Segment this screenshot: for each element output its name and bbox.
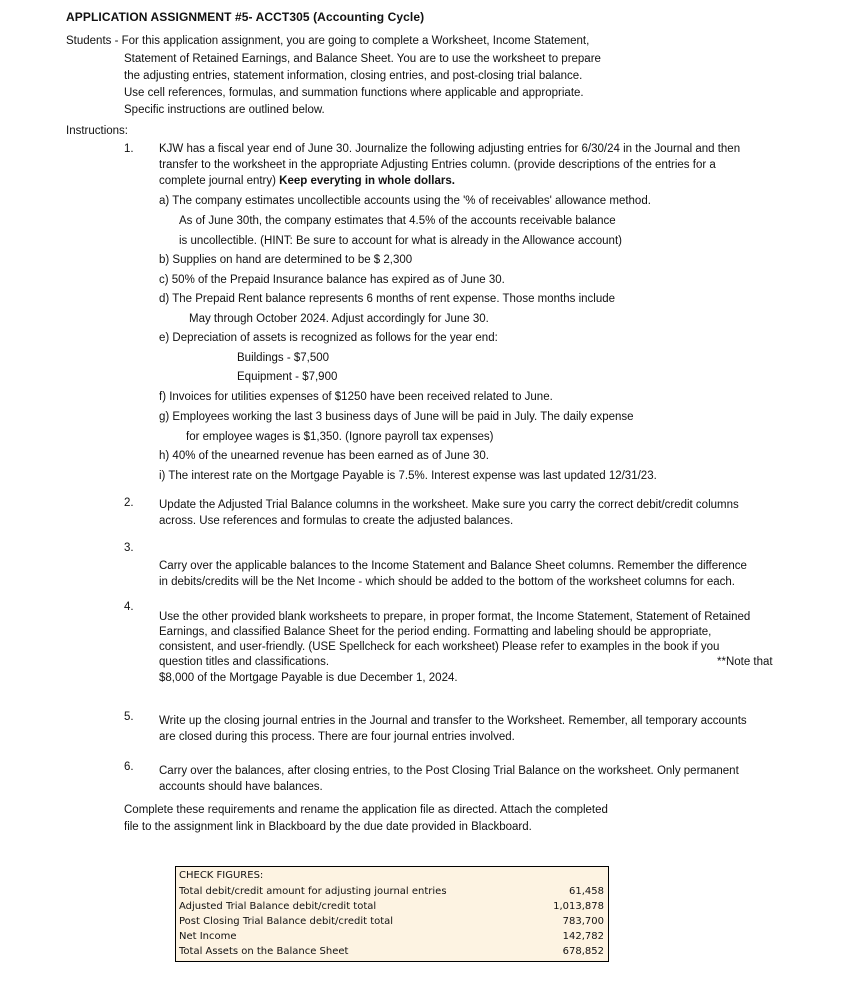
step4-line: $8,000 of the Mortgage Payable is due December 1, 2024.	[159, 672, 458, 684]
item-d-detail: May through October 2024. Adjust accordingly for June 30.	[189, 313, 489, 325]
check-figure-row	[179, 884, 604, 899]
check-figure-label: Total Assets on the Balance Sheet	[179, 946, 349, 957]
step5-line: Write up the closing journal entries in the Journal and transfer to the Worksheet. Remember, all temporary accounts	[159, 715, 747, 727]
check-figure-label: Net Income	[179, 931, 237, 942]
item-e: e) Depreciation of assets is recognized as follows for the year end:	[159, 332, 498, 344]
check-figure-label: Adjusted Trial Balance debit/credit total	[179, 901, 377, 912]
step-number: 4.	[124, 601, 134, 613]
step1-line3-bold: Keep everyting in whole dollars.	[279, 175, 455, 187]
step5-line: are closed during this process. There are four journal entries involved.	[159, 731, 515, 743]
item-c: c) 50% of the Prepaid Insurance balance has expired as of June 30.	[159, 274, 505, 286]
step-number: 6.	[124, 761, 134, 773]
check-figure-value: 678,852	[562, 946, 604, 957]
step2-line: across. Use references and formulas to create the adjusted balances.	[159, 515, 514, 527]
intro-lead: Students - For this application assignment, you are going to complete a Worksheet, Income Statement,	[66, 35, 590, 47]
step6-line: Carry over the balances, after closing entries, to the Post Closing Trial Balance on the worksheet. Only permanent	[159, 765, 739, 777]
check-figure-value: 783,700	[562, 916, 604, 927]
step-number: 1.	[124, 143, 134, 155]
step-number: 2.	[124, 497, 134, 509]
intro-line: Specific instructions are outlined below.	[124, 104, 325, 116]
step3-line: in debits/credits will be the Net Income - which should be added to the bottom of the worksheet columns for each.	[159, 576, 735, 588]
item-g: g) Employees working the last 3 business days of June will be paid in July. The daily expense	[159, 411, 634, 423]
check-figure-value: 61,458	[569, 886, 604, 897]
step1-line	[159, 174, 455, 188]
closing-line: file to the assignment link in Blackboard by the due date provided in Blackboard.	[124, 821, 532, 833]
step1-line3-text: complete journal entry)	[159, 175, 280, 187]
step1-line: transfer to the worksheet in the appropriate Adjusting Entries column. (provide descriptions of the entries for a	[159, 159, 716, 171]
item-b: b) Supplies on hand are determined to be $ 2,300	[159, 254, 413, 266]
check-figures-title: CHECK FIGURES:	[179, 870, 264, 881]
item-a-detail: As of June 30th, the company estimates that 4.5% of the accounts receivable balance	[179, 215, 616, 227]
step3-line: Carry over the applicable balances to the Income Statement and Balance Sheet columns. Remember the difference	[159, 560, 747, 572]
step6-line: accounts should have balances.	[159, 781, 323, 793]
item-e-detail: Equipment - $7,900	[237, 371, 338, 383]
check-figure-row	[179, 944, 604, 959]
instructions-label: Instructions:	[66, 125, 128, 137]
item-f: f) Invoices for utilities expenses of $1250 have been received related to June.	[159, 391, 553, 403]
check-figure-value: 142,782	[562, 931, 604, 942]
item-i: i) The interest rate on the Mortgage Payable is 7.5%. Interest expense was last updated 12/31/23.	[159, 470, 657, 482]
check-figure-value: 1,013,878	[553, 901, 604, 912]
check-figure-row	[179, 929, 604, 944]
item-g-detail: for employee wages is $1,350. (Ignore payroll tax expenses)	[186, 431, 494, 443]
step1-line: KJW has a fiscal year end of June 30. Journalize the following adjusting entries for 6/30/24 in the Journal and then	[159, 143, 741, 155]
check-figure-row	[179, 914, 604, 929]
step-number: 3.	[124, 542, 134, 554]
step2-line: Update the Adjusted Trial Balance columns in the worksheet. Make sure you carry the correct debit/credit columns	[159, 499, 739, 511]
step-number: 5.	[124, 711, 134, 723]
step4-line: Use the other provided blank worksheets to prepare, in proper format, the Income Statement, Statement of Retained	[159, 611, 751, 623]
page-title: APPLICATION ASSIGNMENT #5- ACCT305 (Accounting Cycle)	[66, 10, 425, 24]
closing-line: Complete these requirements and rename the application file as directed. Attach the completed	[124, 804, 608, 816]
item-a-detail: is uncollectible. (HINT: Be sure to account for what is already in the Allowance account)	[179, 235, 622, 247]
intro-line: Statement of Retained Earnings, and Balance Sheet. You are to use the worksheet to prepare	[124, 53, 601, 65]
item-a: a) The company estimates uncollectible accounts using the '% of receivables' allowance method.	[159, 195, 651, 207]
intro-line: the adjusting entries, statement information, closing entries, and post-closing trial balance.	[124, 70, 583, 82]
step4-line: consistent, and user-friendly. (USE Spellcheck for each worksheet) Please refer to examples in the book if you	[159, 641, 720, 653]
check-figure-row	[179, 899, 604, 914]
item-d: d) The Prepaid Rent balance represents 6 months of rent expense. Those months include	[159, 293, 616, 305]
step4-line: Earnings, and classified Balance Sheet for the period ending. Formatting and labeling should be appropriate,	[159, 626, 712, 638]
check-figures-header	[179, 868, 604, 883]
step4-line: question titles and classifications.	[159, 656, 330, 668]
check-figure-label: Total debit/credit amount for adjusting journal entries	[179, 886, 447, 897]
step4-note: **Note that	[717, 656, 773, 668]
item-h: h) 40% of the unearned revenue has been earned as of June 30.	[159, 450, 489, 462]
item-e-detail: Buildings - $7,500	[237, 352, 330, 364]
check-figure-label: Post Closing Trial Balance debit/credit total	[179, 916, 394, 927]
intro-line: Use cell references, formulas, and summation functions where applicable and appropriate.	[124, 87, 584, 99]
check-figures-box	[175, 866, 609, 962]
